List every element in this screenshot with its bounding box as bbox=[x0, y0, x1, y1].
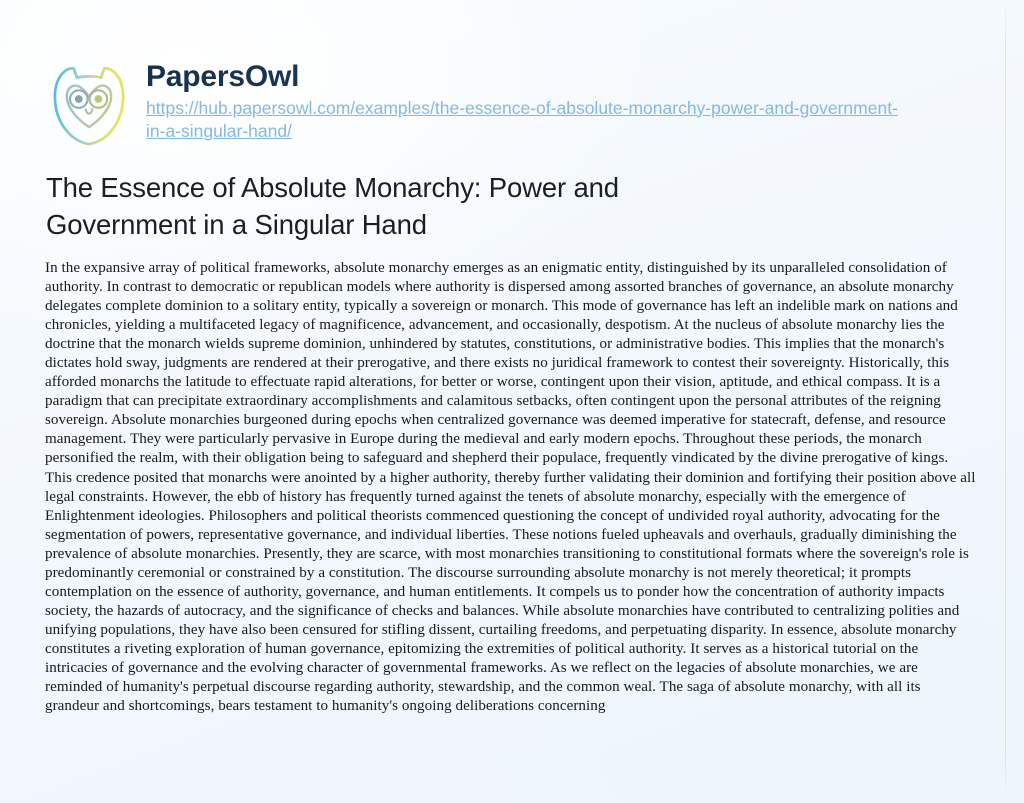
page-title: The Essence of Absolute Monarchy: Power and Government in a Singular Hand bbox=[46, 172, 619, 240]
brand-name: PapersOwl bbox=[146, 61, 906, 93]
owl-logo-icon bbox=[46, 59, 132, 151]
article-body-text: In the expansive array of political frameworks, absolute monarchy emerges as an enigmatic entity, distinguished by its unparalleled consolidation of authority. In contrast to democratic or republican models where authority is dispersed among assorted branches of governance, an absolute monarchy delegates complete dominion to a solitary entity, typically a sovereign or monarch. This mode of governance has left an indelible mark on nations and chronicles, yielding a multifaceted legacy of magnificence, advancement, and occasionally, despotism. At the nucleus of absolute monarchy lies the doctrine that the monarch wields supreme dominion, unhindered by statutes, constitutions, or administrative bodies. This implies that the monarch's dictates hold sway, judgments are rendered at their prerogative, and there exists no juridical framework to contest their sovereignty. Historically, this afforded monarchs the latitude to effectuate rapid alterations, for better or worse, contingent upon their vision, aptitude, and ethical compass. It is a paradigm that can precipitate extraordinary accomplishments and calamitous setbacks, often contingent upon the personal attributes of the reigning sovereign. Absolute monarchies burgeoned during epochs when centralized governance was deemed imperative for statecraft, defense, and resource management. They were particularly pervasive in Europe during the medieval and early modern epochs. Throughout these periods, the monarch personified the realm, with their obligation being to safeguard and shepherd their populace, frequently vindicated by the divine prerogative of kings. This credence posited that monarchs were anointed by a higher authority, thereby further validating their dominion and fortifying their position above all legal constraints. However, the ebb of history has frequently turned against the tenets of absolute monarchy, especially with the emergence of Enlightenment ideologies. Philosophers and political theorists commenced questioning the concept of undivided royal authority, advocating for the segmentation of powers, representative governance, and individual liberties. These notions fueled upheavals and overhauls, gradually diminishing the prevalence of absolute monarchies. Presently, they are scarce, with most monarchies transitioning to constitutional formats where the sovereign's role is predominantly ceremonial or constrained by a constitution. The discourse surrounding absolute monarchy is not merely theoretical; it prompts contemplation on the essence of authority, governance, and human entitlements. It compels us to ponder how the concentration of authority impacts society, the hazards of autocracy, and the significance of checks and balances. While absolute monarchies have contributed to centralizing polities and unifying populations, they have also been censured for stifling dissent, curtailing freedoms, and perpetuating disparity. In essence, absolute monarchy constitutes a riveting exploration of human governance, epitomizing the extremities of political authority. It serves as a historical tutorial on the intricacies of governance and the evolving character of governmental frameworks. As we reflect on the legacies of absolute monarchies, we are reminded of humanity's perpetual discourse regarding authority, stewardship, and the common weal. The saga of absolute monarchy, with all its grandeur and shortcomings, bears testament to humanity's ongoing deliberations concerning bbox=[45, 260, 976, 715]
source-url-link[interactable]: https://hub.papersowl.com/examples/the-essence-of-absolute-monarchy-power-and-government-in-a-singular-hand/ bbox=[146, 97, 898, 141]
brand-text-block bbox=[146, 57, 906, 143]
site-branding bbox=[46, 57, 906, 151]
